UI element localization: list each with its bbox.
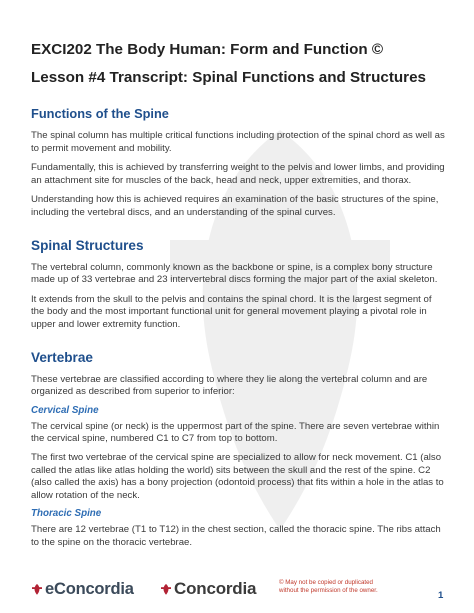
copyright-notice: [279, 579, 429, 595]
econcordia-logo-text: eConcordia: [45, 579, 134, 598]
paragraph: Understanding how this is achieved requires an examination of the basic structures of the spine, including the vertebral discs, and an understanding of the spinal curves.: [31, 194, 439, 218]
paragraph: The cervical spine (or neck) is the uppermost part of the spine. There are seven vertebrae within the cervical spine, numbered C1 to C7 from top to bottom.: [31, 420, 440, 445]
heading-spinal-structures: Spinal Structures: [31, 237, 144, 253]
document-title: EXCI202 The Body Human: Form and Function ©: [31, 41, 384, 58]
paragraph: The spinal column has multiple critical functions including protection of the spinal chord as well as to permit movement and mobility.: [31, 130, 445, 154]
paragraph: There are 12 vertebrae (T1 to T12) in the chest section, called the thoracic spine. The ribs attach to the spine on the thoracic vertebrae.: [31, 524, 441, 548]
econcordia-logo: [31, 579, 134, 599]
paragraph: Fundamentally, this is achieved by transferring weight to the pelvis and lower limbs, and providing an attachment site for muscles of the back, head and neck, upper extremities, and thorax.: [31, 162, 445, 186]
page-number: 1: [438, 590, 444, 601]
econcordia-logo-mark-icon: [31, 583, 43, 595]
paragraph: These vertebrae are classified according to where they lie along the vertebral column and are organized as described from superior to inferior:: [31, 373, 428, 398]
concordia-logo-text: Concordia: [174, 579, 257, 598]
subheading-thoracic-spine: Thoracic Spine: [31, 508, 102, 520]
paragraph: It extends from the skull to the pelvis and contains the spinal chord. It is the largest segment of the body and the most important functional unit for general movement playing a pivotal role in upper and lower extremity function.: [31, 293, 432, 330]
copyright-line-1: © May not be copied or duplicated: [279, 579, 373, 586]
document-content: [31, 40, 446, 549]
page-footer: [0, 570, 474, 613]
heading-vertebrae: Vertebrae: [31, 349, 93, 365]
concordia-logo: [160, 579, 256, 599]
paragraph: The first two vertebrae of the cervical spine are specialized to allow for neck movement. C1 (also called the atlas like atlas holding the world) sits between the skull and the rest of the spine. C2 (also called the axis) has a bony projection (odontoid process) that fits within a hole in the atlas to allow rotation of the neck.: [31, 451, 444, 501]
document-subtitle: Lesson #4 Transcript: Spinal Functions and Structures: [31, 69, 426, 86]
heading-functions: Functions of the Spine: [31, 106, 169, 121]
paragraph: The vertebral column, commonly known as the backbone or spine, is a complex bony structure made up of 33 vertebrae and 23 intervertebral discs forming the major part of the axial skeleton.: [31, 261, 438, 286]
copyright-line-2: without the permission of the owner.: [279, 587, 378, 594]
concordia-logo-mark-icon: [160, 583, 172, 595]
subheading-cervical-spine: Cervical Spine: [31, 404, 99, 416]
